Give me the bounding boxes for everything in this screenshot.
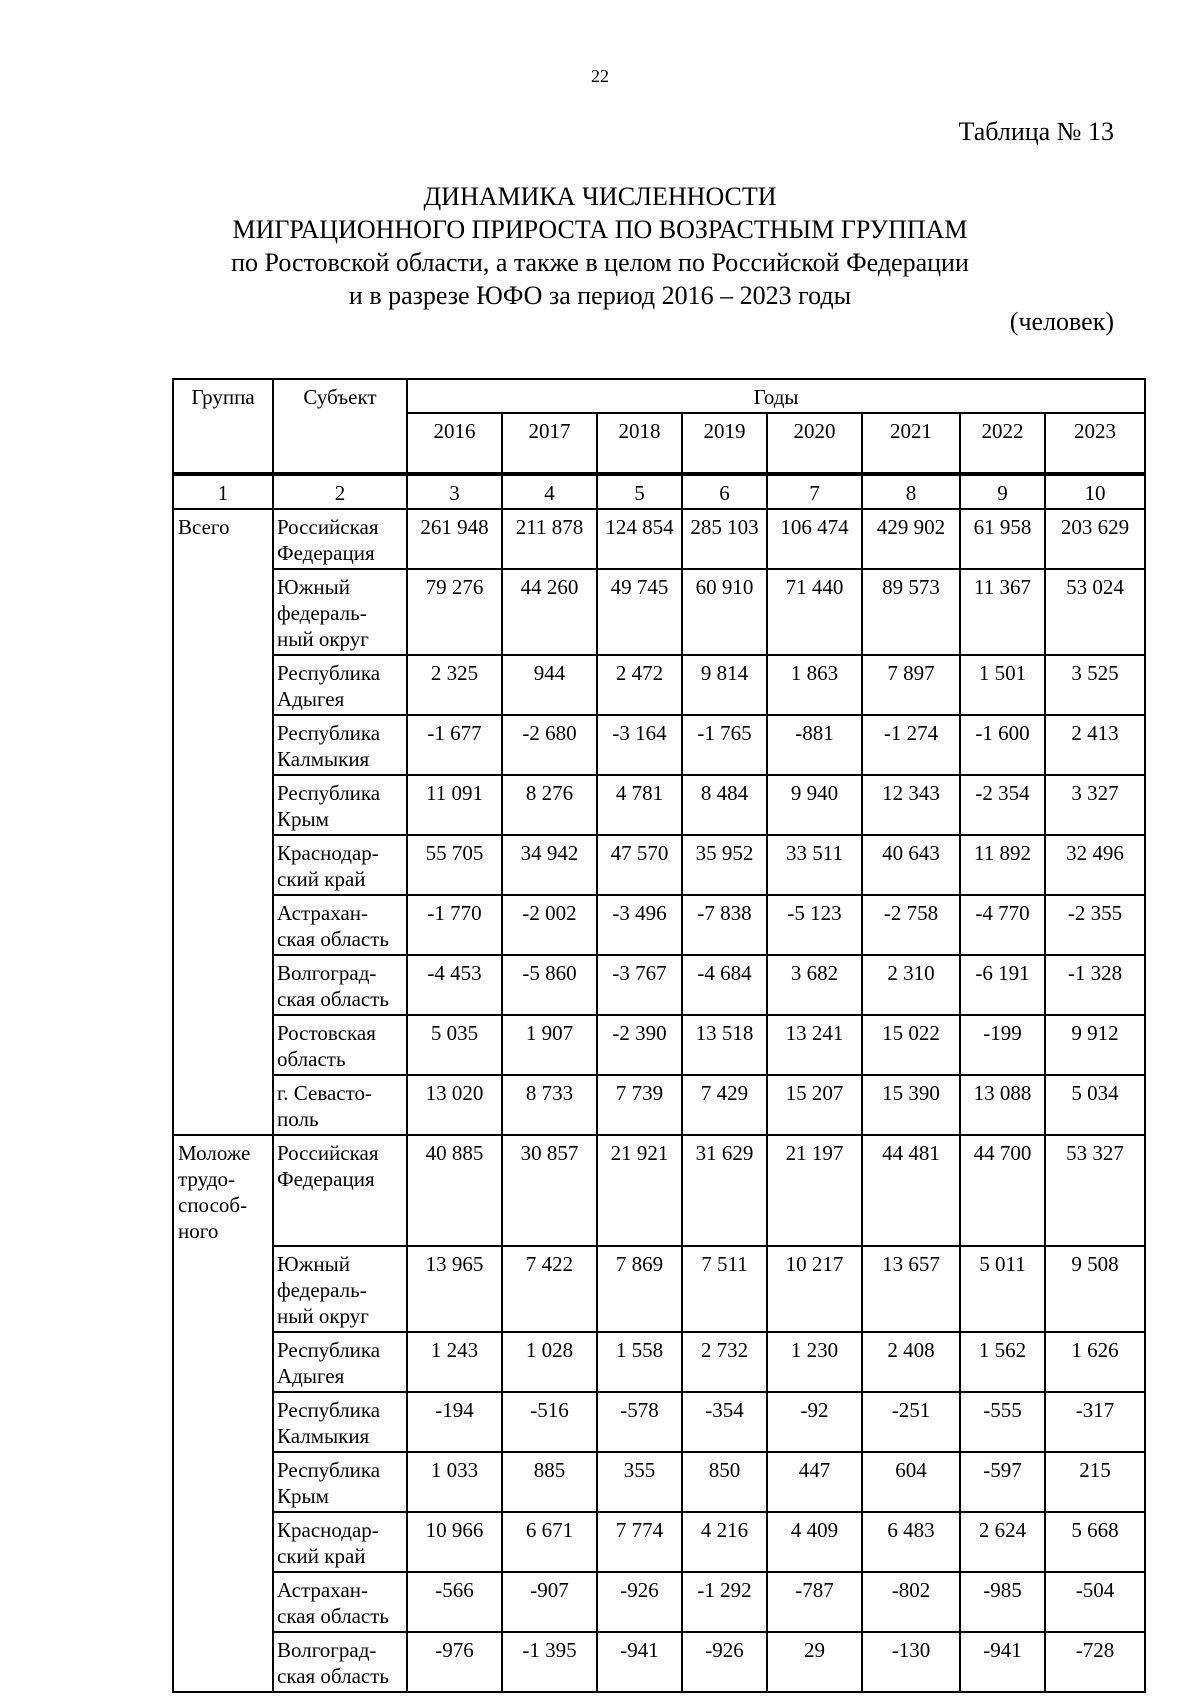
value-cell: 5 035 [407, 1015, 502, 1075]
value-cell: 1 562 [960, 1332, 1045, 1392]
value-cell: 6 671 [502, 1512, 597, 1572]
group-cell [173, 1632, 273, 1692]
value-cell: -3 164 [597, 715, 682, 775]
value-cell: 47 570 [597, 835, 682, 895]
value-cell: -2 758 [862, 895, 960, 955]
value-cell: 4 409 [767, 1512, 862, 1572]
subject-cell: Астрахан- ская область [273, 895, 407, 955]
table-row [173, 509, 1145, 569]
subject-cell: Российская Федерация [273, 509, 407, 569]
value-cell: 29 [767, 1632, 862, 1692]
value-cell: 3 525 [1045, 655, 1145, 715]
header-group: Группа [173, 379, 273, 473]
table-row [173, 1512, 1145, 1572]
header-year: 2020 [767, 413, 862, 473]
value-cell: 9 912 [1045, 1015, 1145, 1075]
table-row [173, 835, 1145, 895]
value-cell: -3 767 [597, 955, 682, 1015]
value-cell: -907 [502, 1572, 597, 1632]
group-cell [173, 1512, 273, 1572]
value-cell: 60 910 [682, 569, 767, 655]
value-cell: 2 310 [862, 955, 960, 1015]
value-cell: -1 292 [682, 1572, 767, 1632]
value-cell: 1 028 [502, 1332, 597, 1392]
value-cell: -926 [597, 1572, 682, 1632]
value-cell: -4 453 [407, 955, 502, 1015]
header-subject: Субъект [273, 379, 407, 473]
column-number: 3 [407, 475, 502, 509]
value-cell: 215 [1045, 1452, 1145, 1512]
value-cell: 71 440 [767, 569, 862, 655]
value-cell: 7 422 [502, 1246, 597, 1332]
column-number: 5 [597, 475, 682, 509]
header-year: 2017 [502, 413, 597, 473]
value-cell: 7 869 [597, 1246, 682, 1332]
value-cell: -4 684 [682, 955, 767, 1015]
value-cell: -5 123 [767, 895, 862, 955]
value-cell: 1 243 [407, 1332, 502, 1392]
value-cell: 355 [597, 1452, 682, 1512]
value-cell: 124 854 [597, 509, 682, 569]
value-cell: -199 [960, 1015, 1045, 1075]
value-cell: 44 260 [502, 569, 597, 655]
group-cell [173, 1332, 273, 1392]
group-cell [173, 1246, 273, 1332]
page-number: 22 [591, 66, 609, 86]
value-cell: -5 860 [502, 955, 597, 1015]
value-cell: -504 [1045, 1572, 1145, 1632]
value-cell: 203 629 [1045, 509, 1145, 569]
value-cell: 79 276 [407, 569, 502, 655]
value-cell: 2 413 [1045, 715, 1145, 775]
value-cell: 1 907 [502, 1015, 597, 1075]
value-cell: 21 197 [767, 1135, 862, 1246]
table-row [173, 715, 1145, 775]
value-cell: 44 700 [960, 1135, 1045, 1246]
value-cell: 3 327 [1045, 775, 1145, 835]
value-cell: 49 745 [597, 569, 682, 655]
value-cell: 5 668 [1045, 1512, 1145, 1572]
value-cell: 285 103 [682, 509, 767, 569]
value-cell: 1 501 [960, 655, 1045, 715]
value-cell: 7 429 [682, 1075, 767, 1135]
value-cell: -941 [597, 1632, 682, 1692]
value-cell: -1 395 [502, 1632, 597, 1692]
value-cell: 944 [502, 655, 597, 715]
value-cell: 12 343 [862, 775, 960, 835]
value-cell: 53 024 [1045, 569, 1145, 655]
column-number: 6 [682, 475, 767, 509]
value-cell: -2 354 [960, 775, 1045, 835]
value-cell: 5 011 [960, 1246, 1045, 1332]
subject-cell: Краснодар- ский край [273, 835, 407, 895]
value-cell: 8 276 [502, 775, 597, 835]
value-cell: 850 [682, 1452, 767, 1512]
group-label: Всего [173, 509, 273, 569]
value-cell: 44 481 [862, 1135, 960, 1246]
value-cell: -317 [1045, 1392, 1145, 1452]
value-cell: 1 033 [407, 1452, 502, 1512]
value-cell: 1 863 [767, 655, 862, 715]
value-cell: -516 [502, 1392, 597, 1452]
title-line: по Ростовской области, а также в целом по Российской Федерации [231, 248, 969, 277]
table-row [173, 1015, 1145, 1075]
value-cell: -926 [682, 1632, 767, 1692]
value-cell: 55 705 [407, 835, 502, 895]
value-cell: 21 921 [597, 1135, 682, 1246]
value-cell: -2 002 [502, 895, 597, 955]
unit-label: (человек) [1009, 307, 1114, 336]
header-year: 2019 [682, 413, 767, 473]
subject-cell: Южный федераль- ный округ [273, 1246, 407, 1332]
group-cell [173, 1452, 273, 1512]
value-cell: 11 091 [407, 775, 502, 835]
value-cell: 34 942 [502, 835, 597, 895]
subject-cell: Республика Адыгея [273, 655, 407, 715]
column-number: 10 [1045, 475, 1145, 509]
table-row [173, 569, 1145, 655]
value-cell: 13 020 [407, 1075, 502, 1135]
group-cell [173, 1572, 273, 1632]
column-number: 2 [273, 475, 407, 509]
value-cell: 8 733 [502, 1075, 597, 1135]
group-cell [173, 775, 273, 835]
header-year: 2021 [862, 413, 960, 473]
value-cell: -578 [597, 1392, 682, 1452]
value-cell: 447 [767, 1452, 862, 1512]
value-cell: 32 496 [1045, 835, 1145, 895]
value-cell: 89 573 [862, 569, 960, 655]
value-cell: -2 680 [502, 715, 597, 775]
value-cell: 30 857 [502, 1135, 597, 1246]
value-cell: 15 022 [862, 1015, 960, 1075]
value-cell: 9 814 [682, 655, 767, 715]
value-cell: 13 518 [682, 1015, 767, 1075]
column-number: 7 [767, 475, 862, 509]
table-row [173, 1572, 1145, 1632]
table-row [173, 1075, 1145, 1135]
value-cell: 2 325 [407, 655, 502, 715]
value-cell: 13 965 [407, 1246, 502, 1332]
value-cell: -7 838 [682, 895, 767, 955]
value-cell: -1 765 [682, 715, 767, 775]
value-cell: -555 [960, 1392, 1045, 1452]
value-cell: -194 [407, 1392, 502, 1452]
column-number: 9 [960, 475, 1045, 509]
value-cell: 15 207 [767, 1075, 862, 1135]
column-number-row [173, 475, 1145, 509]
value-cell: -1 600 [960, 715, 1045, 775]
value-cell: -4 770 [960, 895, 1045, 955]
value-cell: 2 472 [597, 655, 682, 715]
value-cell: 40 885 [407, 1135, 502, 1246]
value-cell: 40 643 [862, 835, 960, 895]
column-number: 8 [862, 475, 960, 509]
value-cell: -2 390 [597, 1015, 682, 1075]
value-cell: 1 626 [1045, 1332, 1145, 1392]
value-cell: 106 474 [767, 509, 862, 569]
value-cell: -1 274 [862, 715, 960, 775]
table-row [173, 1246, 1145, 1332]
value-cell: -2 355 [1045, 895, 1145, 955]
subject-cell: Республика Крым [273, 1452, 407, 1512]
value-cell: 10 217 [767, 1246, 862, 1332]
subject-cell: Республика Адыгея [273, 1332, 407, 1392]
subject-cell: Республика Калмыкия [273, 715, 407, 775]
value-cell: 1 558 [597, 1332, 682, 1392]
value-cell: 7 897 [862, 655, 960, 715]
value-cell: 5 034 [1045, 1075, 1145, 1135]
header-year: 2018 [597, 413, 682, 473]
value-cell: 429 902 [862, 509, 960, 569]
value-cell: 6 483 [862, 1512, 960, 1572]
value-cell: 9 940 [767, 775, 862, 835]
value-cell: -130 [862, 1632, 960, 1692]
value-cell: -1 770 [407, 895, 502, 955]
group-label: Моложе трудо- способ- ного [173, 1135, 273, 1246]
subject-cell: Волгоград- ская область [273, 1632, 407, 1692]
value-cell: -985 [960, 1572, 1045, 1632]
value-cell: 8 484 [682, 775, 767, 835]
group-cell [173, 715, 273, 775]
header-year: 2022 [960, 413, 1045, 473]
value-cell: 35 952 [682, 835, 767, 895]
group-cell [173, 655, 273, 715]
table-row [173, 775, 1145, 835]
subject-cell: Волгоград- ская область [273, 955, 407, 1015]
value-cell: 9 508 [1045, 1246, 1145, 1332]
header-year: 2016 [407, 413, 502, 473]
column-number: 4 [502, 475, 597, 509]
subject-cell: Краснодар- ский край [273, 1512, 407, 1572]
value-cell: 13 241 [767, 1015, 862, 1075]
value-cell: 4 781 [597, 775, 682, 835]
table-row [173, 1135, 1145, 1246]
value-cell: 2 732 [682, 1332, 767, 1392]
migration-table [172, 378, 1146, 1693]
value-cell: -1 328 [1045, 955, 1145, 1015]
value-cell: -251 [862, 1392, 960, 1452]
value-cell: -728 [1045, 1632, 1145, 1692]
value-cell: 10 966 [407, 1512, 502, 1572]
table-title [0, 180, 1200, 312]
group-cell [173, 569, 273, 655]
value-cell: -941 [960, 1632, 1045, 1692]
table-row [173, 655, 1145, 715]
value-cell: -3 496 [597, 895, 682, 955]
table-row [173, 1452, 1145, 1512]
table-row [173, 895, 1145, 955]
value-cell: -976 [407, 1632, 502, 1692]
table-row [173, 1632, 1145, 1692]
value-cell: -881 [767, 715, 862, 775]
value-cell: 885 [502, 1452, 597, 1512]
table-row [173, 955, 1145, 1015]
subject-cell: Астрахан- ская область [273, 1572, 407, 1632]
value-cell: 15 390 [862, 1075, 960, 1135]
value-cell: 31 629 [682, 1135, 767, 1246]
group-cell [173, 1015, 273, 1075]
value-cell: 11 367 [960, 569, 1045, 655]
header-year: 2023 [1045, 413, 1145, 473]
value-cell: -787 [767, 1572, 862, 1632]
table-number: Таблица № 13 [958, 117, 1114, 146]
value-cell: 4 216 [682, 1512, 767, 1572]
value-cell: -802 [862, 1572, 960, 1632]
subject-cell: Ростовская область [273, 1015, 407, 1075]
value-cell: 53 327 [1045, 1135, 1145, 1246]
table-row [173, 1392, 1145, 1452]
value-cell: -566 [407, 1572, 502, 1632]
group-cell [173, 1392, 273, 1452]
value-cell: -354 [682, 1392, 767, 1452]
value-cell: 604 [862, 1452, 960, 1512]
value-cell: 211 878 [502, 509, 597, 569]
value-cell: -6 191 [960, 955, 1045, 1015]
value-cell: -92 [767, 1392, 862, 1452]
column-number: 1 [173, 475, 273, 509]
value-cell: 2 624 [960, 1512, 1045, 1572]
value-cell: 7 774 [597, 1512, 682, 1572]
header-row [173, 379, 1145, 413]
value-cell: 7 511 [682, 1246, 767, 1332]
value-cell: 13 657 [862, 1246, 960, 1332]
title-line: ДИНАМИКА ЧИСЛЕННОСТИ [423, 182, 777, 211]
value-cell: -1 677 [407, 715, 502, 775]
header-years: Годы [407, 379, 1145, 413]
value-cell: 11 892 [960, 835, 1045, 895]
subject-cell: г. Севасто- поль [273, 1075, 407, 1135]
group-cell [173, 835, 273, 895]
value-cell: 33 511 [767, 835, 862, 895]
value-cell: 7 739 [597, 1075, 682, 1135]
value-cell: 61 958 [960, 509, 1045, 569]
table-row [173, 1332, 1145, 1392]
group-cell [173, 1075, 273, 1135]
subject-cell: Республика Калмыкия [273, 1392, 407, 1452]
subject-cell: Российская Федерация [273, 1135, 407, 1246]
value-cell: 3 682 [767, 955, 862, 1015]
value-cell: 1 230 [767, 1332, 862, 1392]
value-cell: 261 948 [407, 509, 502, 569]
group-cell [173, 895, 273, 955]
value-cell: -597 [960, 1452, 1045, 1512]
subject-cell: Республика Крым [273, 775, 407, 835]
value-cell: 2 408 [862, 1332, 960, 1392]
subject-cell: Южный федераль- ный округ [273, 569, 407, 655]
group-cell [173, 955, 273, 1015]
title-line: МИГРАЦИОННОГО ПРИРОСТА ПО ВОЗРАСТНЫМ ГРУППАМ [232, 215, 968, 244]
title-line: и в разрезе ЮФО за период 2016 – 2023 годы [348, 281, 852, 310]
value-cell: 13 088 [960, 1075, 1045, 1135]
